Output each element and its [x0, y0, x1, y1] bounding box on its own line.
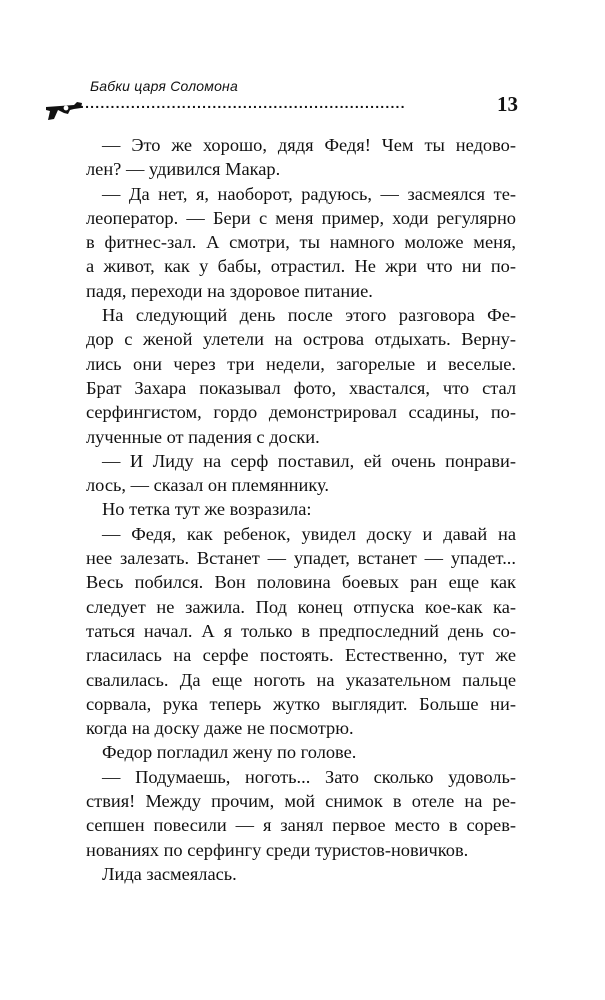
paragraph — [86, 497, 516, 521]
text-line: — Подумаешь, ноготь... Зато сколько удоволь- — [102, 766, 516, 787]
text-line: таться начал. А я только в предпоследний день со- — [86, 620, 516, 641]
paragraph — [86, 740, 516, 764]
paragraph — [86, 303, 516, 449]
text-line: дор с женой улетели на острова отдыхать. Верну- — [86, 329, 516, 350]
leader-dots: ................................................................ — [80, 98, 406, 108]
text-line: следует не зажила. Под конец отпуска кое-как ка- — [86, 596, 516, 617]
paragraph — [86, 449, 516, 498]
paragraph — [86, 182, 516, 303]
text-line: а живот, как у бабы, отрастил. Не жри что ни по- — [86, 256, 516, 277]
text-line: ствия! Между прочим, мой снимок в отеле на ре- — [86, 791, 516, 812]
running-title: Бабки царя Соломона — [90, 78, 238, 94]
paragraph — [86, 862, 516, 886]
text-line: сепшен повесили — я занял первое место в сорев- — [86, 815, 516, 836]
text-line: в фитнес-зал. А смотри, ты намного моложе меня, — [86, 232, 516, 253]
text-line: Но тетка тут же возразила: — [102, 499, 312, 520]
text-line: нее залезать. Встанет — упадет, встанет — упадет... — [86, 548, 516, 569]
text-line: свалилась. Да еще ноготь на указательном пальце — [86, 669, 516, 690]
text-line: лен? — удивился Макар. — [86, 159, 281, 180]
page-number: 13 — [497, 92, 518, 116]
text-line: Брат Захара показывал фото, хвастался, что стал — [86, 377, 516, 398]
text-line: — Да нет, я, наоборот, радуюсь, — засмеялся те- — [102, 183, 516, 204]
text-line: Лида засмеялась. — [102, 863, 237, 884]
running-header — [44, 78, 522, 122]
text-line: когда на доску даже не посмотрю. — [86, 718, 354, 739]
text-line: леоператор. — Бери с меня пример, ходи регулярно — [86, 207, 516, 228]
text-line: — И Лиду на серф поставил, ей очень понрави- — [102, 450, 516, 471]
body-text — [86, 133, 516, 886]
text-line: лось, — сказал он племяннику. — [86, 475, 329, 496]
text-line: Федор погладил жену по голове. — [102, 742, 357, 763]
text-line: — Это же хорошо, дядя Федя! Чем ты недово- — [102, 135, 516, 155]
text-line: — Федя, как ребенок, увидел доску и давай на — [102, 523, 516, 544]
text-line: падя, переходи на здоровое питание. — [86, 280, 373, 301]
paragraph — [86, 133, 516, 182]
text-line: Весь побился. Вон половина боевых ран еще как — [86, 572, 516, 593]
text-line: лись они через три недели, загорелые и веселые. — [86, 353, 516, 374]
text-line: гласилась на серфе постоять. Естественно, тут же — [86, 645, 516, 666]
text-line: лученные от падения с доски. — [86, 426, 320, 447]
paragraph — [86, 522, 516, 741]
revolver-icon — [44, 98, 84, 122]
text-line: серфингистом, гордо демонстрировал ссадины, по- — [86, 402, 516, 423]
text-line: На следующий день после этого разговора Фе- — [102, 305, 516, 326]
text-line: сорвала, рука теперь жутко выглядит. Больше ни- — [86, 693, 516, 714]
paragraph — [86, 765, 516, 862]
text-line: нованиях по серфингу среди туристов-новичков. — [86, 839, 469, 860]
